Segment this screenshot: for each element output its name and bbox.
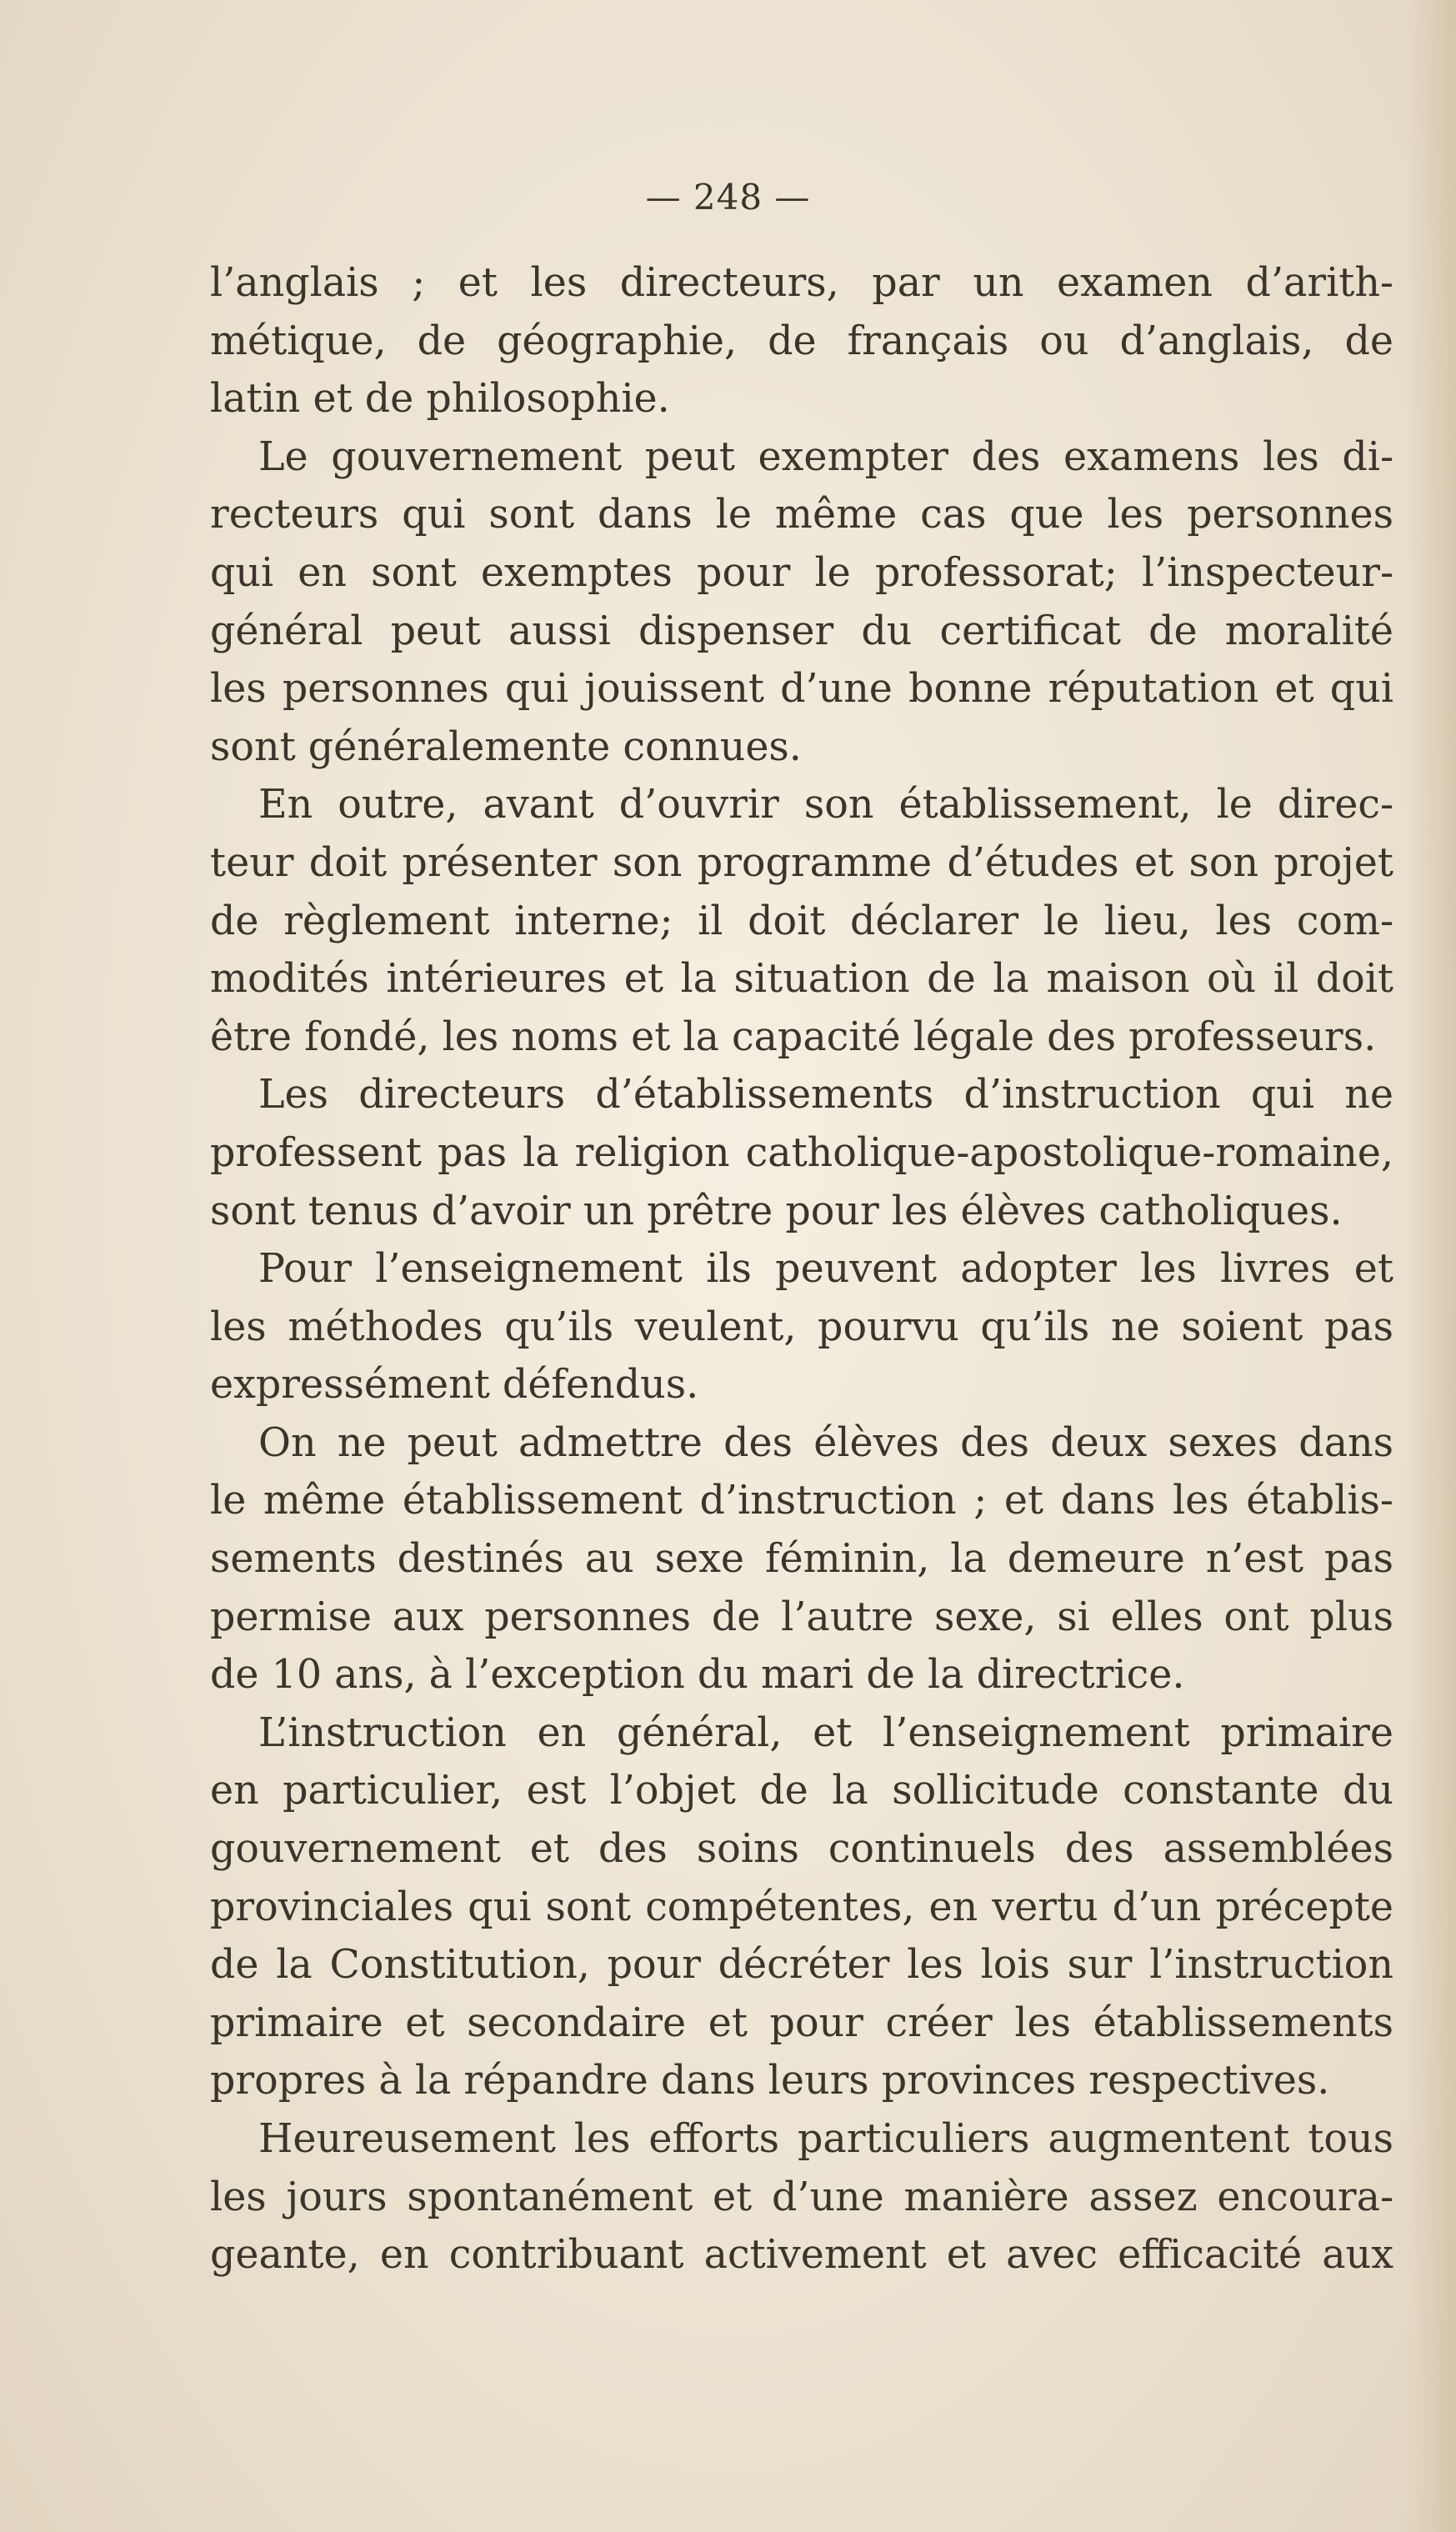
- text-line: L’instruction en général, et l’enseignement primaire: [258, 1709, 1393, 1756]
- text-line: expressément défendus.: [210, 1362, 699, 1409]
- text-line: être fondé, les noms et la capacité légale des professeurs.: [210, 1013, 1377, 1060]
- text-line: latin et de philosophie.: [210, 376, 670, 423]
- text-line: Le gouvernement peut exempter des examens les di-: [258, 433, 1393, 480]
- text-line: primaire et secondaire et pour créer les établissements: [210, 1999, 1393, 2046]
- text-line: sont généralemente connues.: [210, 723, 802, 770]
- page-number: — 248 —: [645, 177, 811, 218]
- text-line: Les directeurs d’établissements d’instruction qui ne: [258, 1072, 1393, 1118]
- text-line: modités intérieures et la situation de la maison où il doit: [210, 956, 1393, 1003]
- text-line: le même établissement d’instruction ; et dans les établis-: [210, 1478, 1393, 1524]
- text-line: permise aux personnes de l’autre sexe, si elles ont plus: [210, 1594, 1393, 1640]
- text-line: teur doit présenter son programme d’études et son projet: [210, 839, 1393, 886]
- text-line: qui en sont exemptes pour le professorat; l’inspecteur-: [210, 549, 1393, 596]
- text-line: Pour l’enseignement ils peuvent adopter les livres et: [258, 1246, 1393, 1293]
- text-line: En outre, avant d’ouvrir son établissement, le direc-: [258, 782, 1393, 828]
- text-line: général peut aussi dispenser du certificat de moralité: [210, 608, 1393, 654]
- text-line: On ne peut admettre des élèves des deux sexes dans: [258, 1419, 1393, 1466]
- text-line: de la Constitution, pour décréter les lois sur l’instruction: [210, 1942, 1393, 1989]
- text-line: geante, en contribuant activement et avec efficacité aux: [210, 2232, 1393, 2279]
- text-line: professent pas la religion catholique-apostolique-romaine,: [210, 1129, 1393, 1176]
- text-line: de 10 ans, à l’exception du mari de la directrice.: [210, 1652, 1185, 1699]
- text-line: propres à la répandre dans leurs provinces respectives.: [210, 2058, 1330, 2104]
- body-text: [210, 254, 1393, 2284]
- text-line: sont tenus d’avoir un prêtre pour les élèves catholiques.: [210, 1188, 1343, 1234]
- text-line: métique, de géographie, de français ou d’anglais, de: [210, 318, 1393, 364]
- text-line: les personnes qui jouissent d’une bonne réputation et qui: [210, 666, 1393, 713]
- page-edge-shadow: [1406, 0, 1456, 2532]
- text-line: gouvernement et des soins continuels des assemblées: [210, 1826, 1393, 1873]
- text-line: l’anglais ; et les directeurs, par un examen d’arith-: [210, 260, 1393, 306]
- text-line: Heureusement les efforts particuliers augmentent tous: [258, 2116, 1393, 2162]
- text-line: recteurs qui sont dans le même cas que les personnes: [210, 492, 1393, 538]
- text-line: provinciales qui sont compétentes, en vertu d’un précepte: [210, 1884, 1393, 1930]
- text-line: les méthodes qu’ils veulent, pourvu qu’ils ne soient pas: [210, 1304, 1393, 1350]
- text-line: de règlement interne; il doit déclarer le lieu, les com-: [210, 898, 1393, 944]
- text-line: sements destinés au sexe féminin, la demeure n’est pas: [210, 1536, 1393, 1583]
- text-line: en particulier, est l’objet de la sollicitude constante du: [210, 1768, 1393, 1814]
- text-line: les jours spontanément et d’une manière assez encoura-: [210, 2174, 1393, 2220]
